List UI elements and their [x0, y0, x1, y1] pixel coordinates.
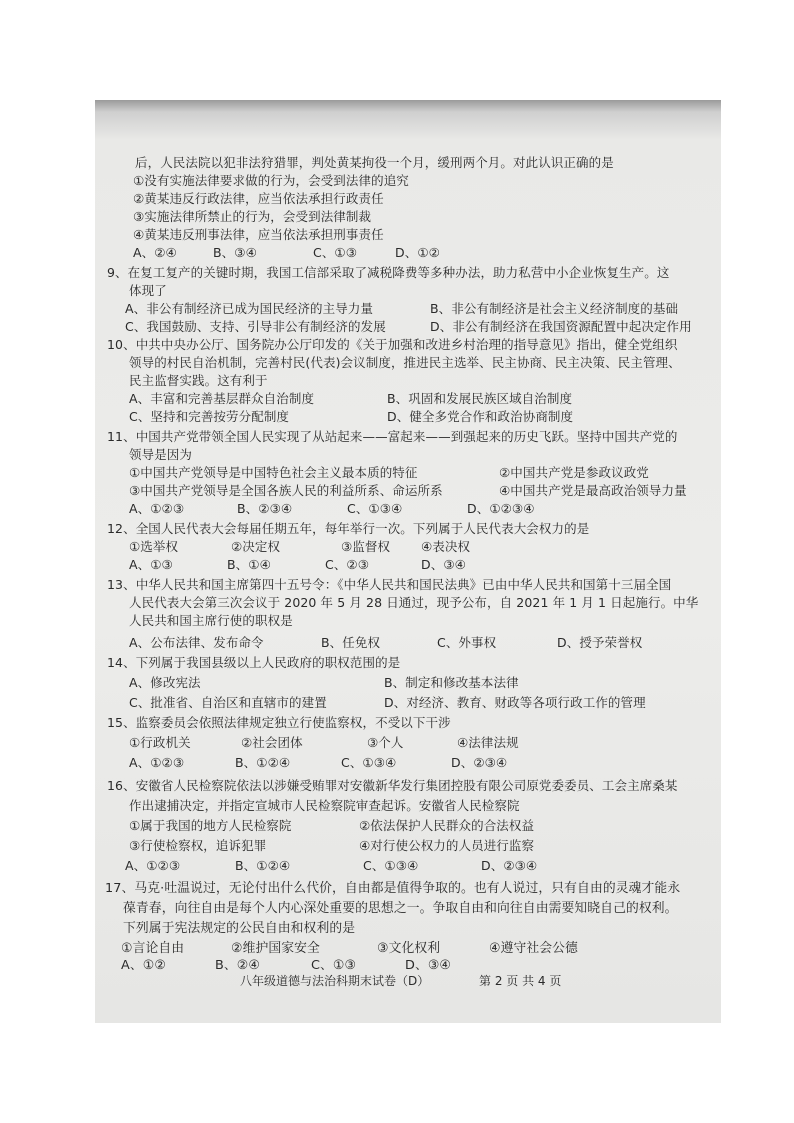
- q13-option-c: C、外事权: [437, 635, 497, 650]
- q11-option-d: D、①②③④: [467, 501, 535, 516]
- q12-statement: ②决定权: [231, 539, 281, 554]
- q10-stem: 民主监督实践。这有利于: [129, 373, 268, 388]
- q12-stem: 12、全国人民代表大会每届任期五年，每年举行一次。下列属于人民代表大会权力的是: [107, 521, 590, 536]
- q15-statement: ①行政机关: [129, 735, 191, 750]
- q14-option-c: C、批准省、自治区和直辖市的建置: [129, 695, 327, 710]
- q17-option-d: D、③④: [405, 958, 451, 973]
- q12-option-b: B、①④: [227, 557, 271, 572]
- q13-option-a: A、公布法律、发布命令: [129, 635, 264, 650]
- q15-option-b: B、①②④: [235, 755, 291, 770]
- q16-option-b: B、①②④: [235, 858, 291, 873]
- q10-stem: 10、中共中央办公厅、国务院办公厅印发的《关于加强和改进乡村治理的指导意见》指出，健全党组织: [107, 337, 678, 352]
- page-number: 第 2 页 共 4 页: [479, 974, 562, 988]
- q10-option-c: C、坚持和完善按劳分配制度: [129, 409, 290, 424]
- q8-option-c: C、①③: [313, 245, 358, 260]
- q14-option-a: A、修改宪法: [129, 675, 201, 690]
- q11-statement: ③中国共产党领导是全国各族人民的利益所系、命运所系: [129, 483, 443, 498]
- q8-option-b: B、③④: [213, 245, 257, 260]
- q12-option-d: D、③④: [421, 557, 466, 572]
- q11-option-c: C、①③④: [347, 501, 403, 516]
- q16-statement: ④对行使公权力的人员进行监察: [359, 838, 535, 853]
- q15-option-a: A、①②③: [129, 755, 185, 770]
- q10-option-b: B、巩固和发展民族区域自治制度: [387, 391, 573, 406]
- q10-option-a: A、丰富和完善基层群众自治制度: [129, 391, 315, 406]
- q17-stem: 葆青春，向往自由是每个人内心深处重要的思想之一。争取自由和向往自由需要知晓自己的权利。: [123, 901, 678, 916]
- q17-option-a: A、①②: [121, 958, 166, 973]
- q17-statement: ③文化权利: [377, 941, 441, 956]
- q17-option-b: B、②④: [215, 958, 260, 973]
- q13-option-d: D、授予荣誉权: [557, 635, 643, 650]
- q12-option-c: C、②③: [325, 557, 370, 572]
- q17-stem: 17、马克·吐温说过，无论付出什么代价，自由都是值得争取的。也有人说过，只有自由的灵魂才能永: [105, 881, 681, 896]
- q11-option-a: A、①②③: [129, 501, 185, 516]
- q8-stem: 后，人民法院以犯非法狩猎罪，判处黄某拘役一个月，缓刑两个月。对此认识正确的是: [135, 155, 614, 170]
- q17-stem: 下列属于宪法规定的公民自由和权利的是: [123, 921, 356, 936]
- q11-option-b: B、②③④: [237, 501, 293, 516]
- q9-stem: 体现了: [129, 283, 167, 298]
- q11-statement: ②中国共产党是参政议政党: [499, 465, 649, 480]
- q10-option-d: D、健全多党合作和政治协商制度: [387, 409, 574, 424]
- q9-stem: 9、在复工复产的关键时期，我国工信部采取了减税降费等多种办法，助力私营中小企业恢复生产。这: [107, 265, 670, 280]
- q15-option-d: D、②③④: [451, 755, 508, 770]
- q16-option-a: A、①②③: [125, 858, 181, 873]
- q14-option-d: D、对经济、教育、财政等各项行政工作的管理: [384, 695, 646, 710]
- q17-statement: ①言论自由: [121, 941, 185, 956]
- q13-stem: 人民共和国主席行使的职权是: [129, 613, 293, 628]
- q8-option-a: A、②④: [133, 245, 177, 260]
- q11-stem: 11、中国共产党带领全国人民实现了从站起来——富起来——到强起来的历史飞跃。坚持中国共产党的: [107, 429, 678, 444]
- q16-stem: 16、安徽省人民检察院依法以涉嫌受贿罪对安徽新华发行集团控股有限公司原党委委员、工会主席桑某: [107, 778, 678, 793]
- q16-statement: ③行使检察权，追诉犯罪: [129, 838, 267, 853]
- q14-stem: 14、下列属于我国县级以上人民政府的职权范围的是: [107, 655, 401, 670]
- q15-statement: ④法律法规: [457, 735, 519, 750]
- q12-option-a: A、①③: [129, 557, 173, 572]
- q12-statement: ③监督权: [341, 539, 391, 554]
- q17-statement: ②维护国家安全: [231, 941, 320, 956]
- q13-stem: 人民代表大会第三次会议于 2020 年 5 月 28 日通过，现予公布，自 2021 年 1 月 1 日起施行。中华: [129, 595, 699, 610]
- q13-option-b: B、任免权: [321, 635, 381, 650]
- q12-statement: ①选举权: [129, 539, 179, 554]
- q10-stem: 领导的村民自治机制，完善村民(代表)会议制度，推进民主选举、民主协商、民主决策、民主管理、: [129, 355, 681, 370]
- q16-option-c: C、①③④: [363, 858, 419, 873]
- q11-stem: 领导是因为: [129, 447, 193, 462]
- exam-page: [95, 100, 721, 1023]
- q16-statement: ①属于我国的地方人民检察院: [129, 818, 292, 833]
- q16-stem: 作出逮捕决定，并指定宣城市人民检察院审查起诉。安徽省人民检察院: [129, 798, 520, 813]
- q12-statement: ④表决权: [421, 539, 471, 554]
- q15-statement: ②社会团体: [241, 735, 303, 750]
- q9-option-d: D、非公有制经济在我国资源配置中起决定作用: [430, 319, 692, 334]
- q9-option-a: A、非公有制经济已成为国民经济的主导力量: [125, 301, 374, 316]
- q15-statement: ③个人: [367, 735, 404, 750]
- q11-statement: ①中国共产党领导是中国特色社会主义最本质的特征: [129, 465, 418, 480]
- exam-title: 八年级道德与法治科期末试卷（D）: [240, 974, 430, 988]
- q14-option-b: B、制定和修改基本法律: [384, 675, 519, 690]
- q15-option-c: C、①③④: [341, 755, 397, 770]
- q13-stem: 13、中华人民共和国主席第四十五号令：《中华人民共和国民法典》已由中华人民共和国第十三届全国: [107, 577, 672, 592]
- q16-statement: ②依法保护人民群众的合法权益: [359, 818, 535, 833]
- q8-statement: ①没有实施法律要求做的行为，会受到法律的追究: [133, 173, 409, 188]
- q15-stem: 15、监察委员会依照法律规定独立行使监察权，不受以下干涉: [107, 715, 451, 730]
- q17-option-c: C、①③: [311, 958, 357, 973]
- q8-statement: ②黄某违反行政法律，应当依法承担行政责任: [133, 191, 384, 206]
- q8-option-d: D、①②: [395, 245, 440, 260]
- q9-option-b: B、非公有制经济是社会主义经济制度的基础: [430, 301, 679, 316]
- q11-statement: ④中国共产党是最高政治领导力量: [499, 483, 687, 498]
- q8-statement: ③实施法律所禁止的行为，会受到法律制裁: [133, 209, 372, 224]
- q16-option-d: D、②③④: [481, 858, 538, 873]
- q8-statement: ④黄某违反刑事法律，应当依法承担刑事责任: [133, 227, 384, 242]
- q9-option-c: C、我国鼓励、支持、引导非公有制经济的发展: [125, 319, 386, 334]
- q17-statement: ④遵守社会公德: [489, 941, 578, 956]
